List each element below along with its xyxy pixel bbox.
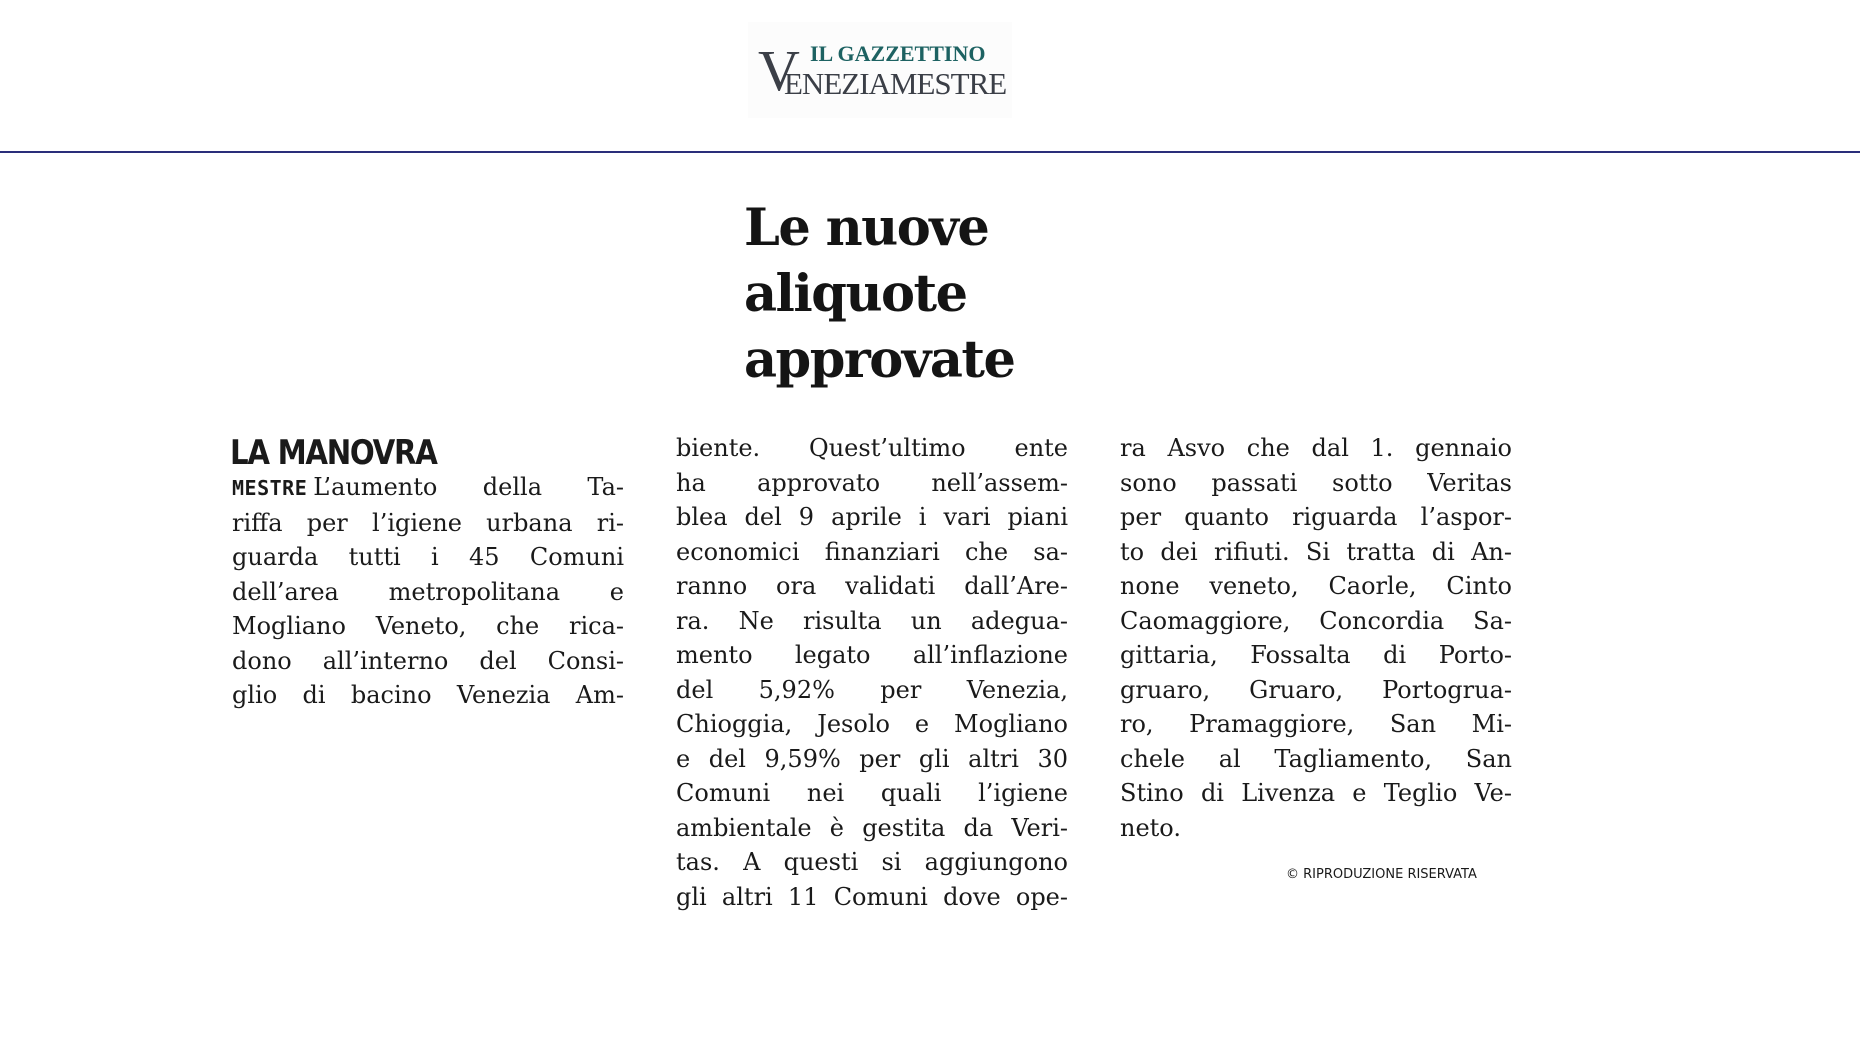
text-line: blea del 9 aprile i vari piani — [676, 503, 1068, 531]
text-line: none veneto, Caorle, Cinto — [1120, 572, 1512, 600]
article-column-3 — [1120, 431, 1512, 845]
text-line: sono passati sotto Veritas — [1120, 468, 1512, 497]
text-line: ro, Pramaggiore, San Mi- — [1120, 710, 1512, 738]
text-line: Mogliano Veneto, che rica- — [232, 612, 624, 640]
text-line: economici finanziari che sa- — [676, 537, 1068, 566]
text-line: e del 9,59% per gli altri 30 — [676, 744, 1068, 773]
text-line: guarda tutti i 45 Comuni — [232, 543, 624, 571]
header-divider — [0, 151, 1860, 153]
logo-edition: ENEZIAMESTRE — [784, 66, 1007, 101]
text-line: gruaro, Gruaro, Portogrua- — [1120, 675, 1512, 704]
dateline: MESTRE — [232, 476, 308, 500]
text-line: per quanto riguarda l’aspor- — [1120, 503, 1512, 531]
text-line: ra Asvo che dal 1. gennaio — [1120, 434, 1512, 462]
text-line: mento legato all’inflazione — [676, 641, 1068, 669]
text-line: gli altri 11 Comuni dove ope- — [676, 882, 1068, 911]
text-line: chele al Tagliamento, San — [1120, 744, 1512, 773]
text-line: ranno ora validati dall’Are- — [676, 572, 1068, 600]
headline-line: approvate — [744, 330, 1015, 390]
text-line: ambientale è gestita da Veri- — [676, 813, 1068, 842]
text-line: Chioggia, Jesolo e Mogliano — [676, 710, 1068, 738]
text-line: to dei rifiuti. Si tratta di An- — [1120, 537, 1512, 566]
logo-initial: V — [758, 38, 800, 103]
text-line: dell’area metropolitana e — [232, 577, 624, 606]
text-line: Caomaggiore, Concordia Sa- — [1120, 606, 1512, 635]
logo-title: IL GAZZETTINO — [810, 41, 986, 66]
text-line: ra. Ne risulta un adegua- — [676, 606, 1068, 635]
text-line: Comuni nei quali l’igiene — [676, 779, 1068, 807]
newspaper-logo — [748, 22, 1012, 118]
headline-line: Le nuove — [744, 198, 989, 258]
text-line: tas. A questi si aggiungono — [676, 848, 1068, 876]
text-line: riffa per l’igiene urbana ri- — [232, 508, 624, 537]
text-line — [232, 470, 624, 506]
article-column-1 — [232, 470, 624, 713]
text-line: dono all’interno del Consi- — [232, 646, 624, 675]
article-headline — [744, 195, 1014, 393]
text-line: Stino di Livenza e Teglio Ve- — [1120, 779, 1512, 807]
section-kicker: LA MANOVRA — [230, 433, 437, 473]
text-line: gittaria, Fossalta di Porto- — [1120, 641, 1512, 669]
text-line-content: L’aumento della Ta- — [313, 473, 624, 501]
headline-line: aliquote — [744, 264, 967, 324]
copyright-notice: © RIPRODUZIONE RISERVATA — [1286, 867, 1477, 882]
article-column-2 — [676, 431, 1068, 914]
text-line: del 5,92% per Venezia, — [676, 675, 1068, 704]
text-line: glio di bacino Venezia Am- — [232, 681, 624, 709]
text-line: ha approvato nell’assem- — [676, 468, 1068, 497]
text-line: neto. — [1120, 813, 1181, 842]
text-line: biente. Quest’ultimo ente — [676, 434, 1068, 462]
